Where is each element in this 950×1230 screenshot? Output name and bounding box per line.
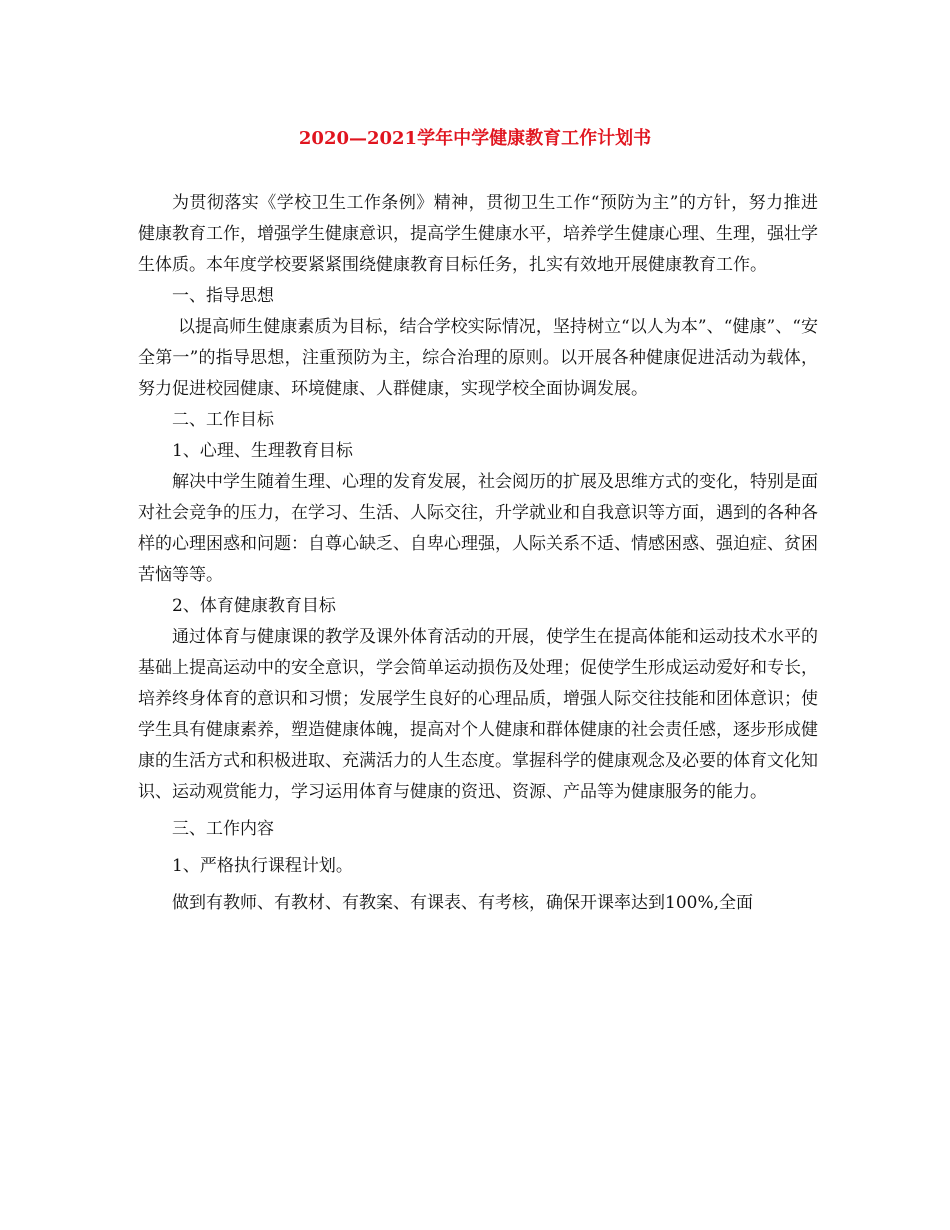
subheading-psych-physio-goals: 1、心理、生理教育目标 [172,441,353,461]
paragraph-intro: 为贯彻落实《学校卫生工作条例》精神，贯彻卫生工作“预防为主”的方针，努力推进健康教育工作，增强学生健康意识，提高学生健康水平，培养学生健康心理、生理，强壮学生体质。本年度学校要紧紧围绕健康教育目标任务，扎实有效地开展健康教育工作。 [138,193,818,275]
paragraph-psych-physio-goals: 解决中学生随着生理、心理的发育发展，社会阅历的扩展及思维方式的变化，特别是面对社会竞争的压力，在学习、生活、人际交往，升学就业和自我意识等方面，遇到的各种各样的心理困惑和问题：自尊心缺乏、自卑心理强，人际关系不适、情感困惑、强迫症、贫困苦恼等等。 [138,472,818,585]
subheading-course-plan: 1、严格执行课程计划。 [172,856,353,876]
document-title: 2020—2021学年中学健康教育工作计划书 [298,128,652,149]
paragraph-pe-health-goals: 通过体育与健康课的教学及课外体育活动的开展，使学生在提高体能和运动技术水平的基础上提高运动中的安全意识，学会简单运动损伤及处理；促使学生形成运动爱好和专长，培养终身体育的意识和习惯；发展学生良好的心理品质，增强人际交往技能和团体意识；使学生具有健康素养，塑造健康体魄，提高对个人健康和群体健康的社会责任感，逐步形成健康的生活方式和积极进取、充满活力的人生态度。掌握科学的健康观念及必要的体育文化知识、运动观赏能力，学习运用体育与健康的资迅、资源、产品等为健康服务的能力。 [138,627,818,802]
paragraph-guiding-ideology: 以提高师生健康素质为目标，结合学校实际情况，坚持树立“以人为本”、“健康”、“安全第一”的指导思想，注重预防为主，综合治理的原则。以开展各种健康促进活动为载体，努力促进校园健康、环境健康、人群健康，实现学校全面协调发展。 [138,317,818,399]
heading-work-content: 三、工作内容 [172,819,274,839]
paragraph-course-plan: 做到有教师、有教材、有教案、有课表、有考核，确保开课率达到100%,全面 [172,893,754,913]
subheading-pe-health-goals: 2、体育健康教育目标 [172,596,336,616]
heading-guiding-ideology: 一、指导思想 [172,286,274,306]
heading-work-goals: 二、工作目标 [172,410,274,430]
document-body [138,188,818,919]
